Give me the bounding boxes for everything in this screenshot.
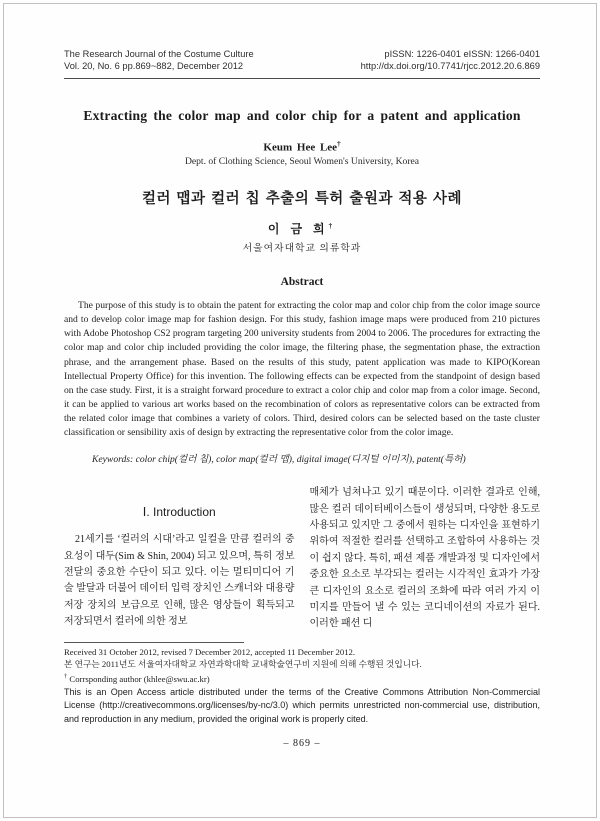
journal-header <box>64 48 540 73</box>
footnote-rule <box>64 642 244 643</box>
author-korean-text: 이 금 희 <box>267 222 329 237</box>
header-divider-rule <box>64 78 540 79</box>
article-title-english: Extracting the color map and color chip for a patent and application <box>83 107 521 123</box>
affiliation-english: Dept. of Clothing Science, Seoul Women's University, Korea <box>184 156 420 168</box>
two-column-body <box>64 485 540 633</box>
volume-issue-info: Vol. 20, No. 6 pp.869~882, December 2012 <box>64 61 244 72</box>
abstract-heading: Abstract <box>280 276 324 289</box>
affiliation-korean: 서울여자대학교 의류학과 <box>242 243 362 255</box>
author-korean-dagger-mark: † <box>328 222 337 231</box>
doi-link: http://dx.doi.org/10.7741/rjcc.2012.20.6.869 <box>360 61 540 72</box>
open-access-license-text: This is an Open Access article distributed under the terms of the Creative Commons Attribution Non-Commercial License (http://creativecommons.org/licenses/by-nc/3.0) which permits unrestricted non-commercial use, distribution, and reproduction in any medium, provided the original work is properly cited. <box>64 687 540 724</box>
author-name-korean <box>64 220 540 237</box>
author-name-text: Keum Hee Lee <box>263 141 338 154</box>
footnote-funding: 본 연구는 2011년도 서울여자대학교 자연과학대학 교내학술연구비 지원에 의해 수행된 것입니다. <box>64 658 422 669</box>
journal-header-right <box>361 48 540 73</box>
corresponding-dagger-mark: † <box>64 672 68 680</box>
issn-info: pISSN: 1226-0401 eISSN: 1266-0401 <box>384 49 540 59</box>
abstract-paragraph: The purpose of this study is to obtain the patent for extracting the color map and color chip from the color image source and to develop color image map for fashion design. For this study, fashion image maps were produced from 210 pictures with Adobe Photoshop CS2 program targeting 200 university students from 2004 to 2006. The procedures for extracting the color map and color chip included providing the color image, the filtering phase, the segmentation phase, the extraction phrase, and the arrangement phase. Based on the results of this study, patent application was made to KIPO(Korean Intellectual Property Office) for this invention. The following effects can be expected from the standpoint of design based on the case study. First, it is a straight forward procedure to extract a color chip and color map from a color image. Second, it can be applied to various art works based on the recombination of colors as representative colors can be extracted from the related color image that combines a variety of colors. Third, desired colors can be selected based on the taste cluster classification or sensibility axis of design by extracting the representative color from the color image. <box>64 300 540 439</box>
left-column <box>64 485 295 633</box>
page-number: – 869 – <box>283 737 321 749</box>
corresponding-author-text: Corrsponding author (khlee@swu.ac.kr) <box>69 673 210 684</box>
footnote-received-dates: Received 31 October 2012, revised 7 December 2012, accepted 11 December 2012. <box>64 646 356 657</box>
author-name-english <box>64 140 540 154</box>
footnote-block <box>64 642 540 726</box>
journal-name: The Research Journal of the Costume Culture <box>64 49 254 59</box>
intro-paragraph-left: 21세기를 ‘컬러의 시대’라고 일컬을 만큼 컬러의 중요성이 대두(Sim & Shin, 2004) 되고 있으며, 특히 정보전달의 중요한 수단이 되고 있다. 이는 멀티미디어 기술 발달과 더불어 데이터 입력 장치인 스캐너와 대용량 저장 장치의 보급으로 인해, 많은 영상들이 획득되고 저장되면서 컬러에 의한 정보 <box>64 534 295 628</box>
journal-header-left <box>64 48 254 73</box>
section-heading-introduction: Ⅰ. Introduction <box>142 505 216 520</box>
intro-paragraph-right: 매체가 넘쳐나고 있기 때문이다. 이러한 결과로 인해, 많은 컬러 데이터베이스들이 생성되며, 다양한 용도로 사용되고 있지만 그 중에서 원하는 디자인을 표현하기 위하여 적절한 컬러를 선택하고 조합하여 사용하는 것이 쉽지 않다. 특히, 패션 제품 개발과정 및 디자인에서 중요한 요소로 부각되는 컬러는 시각적인 효과가 가장 큰 디자인의 요소로 컬러의 조화에 따라 여러 가지 이미지를 만들어 낼 수 있는 코디네이션의 자료가 된다. 이러한 패션 디 <box>309 487 540 630</box>
right-column <box>310 485 541 633</box>
author-dagger-mark: † <box>337 139 341 148</box>
keywords-line: Keywords: color chip(컬러 칩), color map(컬러 맵), digital image(디지털 이미지), patent(특허) <box>92 454 466 466</box>
article-title-korean: 컬러 맵과 컬러 칩 추출의 특허 출원과 적용 사례 <box>141 191 463 208</box>
footnote-corresponding-author <box>64 671 540 686</box>
